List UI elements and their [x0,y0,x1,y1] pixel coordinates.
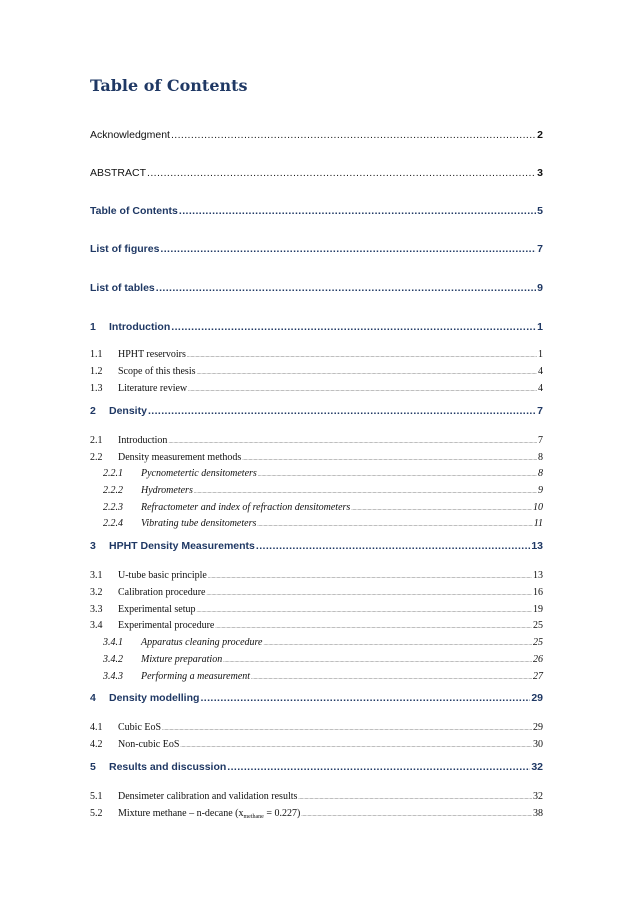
toc-entry-page: 25 [533,620,543,631]
toc-entry-number: 3.3 [90,604,103,615]
toc-entry-label: ABSTRACT [90,167,147,179]
toc-entry-acknowledgment[interactable] [90,129,543,141]
toc-entry-label: Scope of this thesis [118,366,196,377]
toc-entry-label: Non-cubic EoS [118,739,180,750]
label-text-pre: Mixture methane – n-decane (x [118,808,244,819]
toc-entry-label: Density [109,405,147,417]
toc-entry-number: 2.2 [90,452,103,463]
dot-leader [162,727,532,732]
toc-section-1-3[interactable] [90,383,543,394]
toc-entry-label: Refractometer and index of refraction densitometers [141,502,351,513]
toc-entry-number: 3.4.3 [103,671,123,682]
toc-entry-page: 8 [538,468,543,479]
toc-entry-page: 1 [537,321,543,333]
dot-leader [258,473,537,478]
toc-entry-table-of-contents[interactable] [90,205,543,217]
dot-leader [147,167,536,179]
dot-leader [156,282,536,294]
toc-entry-label: Results and discussion [109,761,227,773]
toc-entry-label [118,808,300,820]
toc-entry-label: Literature review [118,383,188,394]
toc-section-3-3[interactable] [90,604,543,615]
dot-leader [179,205,536,217]
toc-chapter-1[interactable] [90,321,543,333]
dot-leader [298,796,532,801]
dot-leader [197,371,538,376]
toc-chapter-4[interactable] [90,692,543,704]
toc-entry-page: 38 [533,808,543,819]
dot-leader [148,405,536,417]
toc-entry-page: 11 [533,518,543,529]
toc-entry-page: 27 [533,671,543,682]
toc-entry-number: 4.2 [90,739,103,750]
toc-entry-label: Vibrating tube densitometers [141,518,257,529]
toc-subsection-2-2-1[interactable] [103,468,543,479]
toc-entry-label: Experimental procedure [118,620,215,631]
dot-leader [257,523,532,528]
toc-entry-number: 3.1 [90,570,103,581]
toc-entry-number: 3.2 [90,587,103,598]
toc-entry-page: 9 [537,282,543,294]
dot-leader [171,321,536,333]
toc-entry-number: 1 [90,321,96,333]
toc-section-3-1[interactable] [90,570,543,581]
toc-entry-number: 5.2 [90,808,103,819]
toc-subsection-2-2-2[interactable] [103,485,543,496]
toc-entry-label: Acknowledgment [90,129,170,141]
toc-entry-number: 1.2 [90,366,103,377]
dot-leader [223,659,532,664]
toc-entry-number: 3 [90,540,96,552]
label-text-post: = 0.227) [263,808,301,819]
toc-entry-number: 3.4.1 [103,637,123,648]
dot-leader [351,507,532,512]
toc-subsection-3-4-3[interactable] [103,671,543,682]
toc-section-4-2[interactable] [90,739,543,750]
toc-entry-page: 1 [538,349,543,360]
toc-entry-label: Introduction [118,435,168,446]
toc-entry-number: 2.2.1 [103,468,123,479]
toc-entry-label: Experimental setup [118,604,196,615]
toc-entry-page: 13 [531,540,543,552]
dot-leader [194,490,537,495]
toc-entry-abstract[interactable] [90,167,543,179]
toc-entry-page: 32 [533,791,543,802]
toc-entry-number: 4 [90,692,96,704]
dot-leader [187,354,537,359]
toc-entry-number: 3.4.2 [103,654,123,665]
toc-entry-page: 29 [533,722,543,733]
dot-leader [206,592,532,597]
toc-entry-label: Introduction [109,321,171,333]
toc-entry-page: 10 [533,502,543,513]
toc-section-4-1[interactable] [90,722,543,733]
toc-entry-label: Apparatus cleaning procedure [141,637,263,648]
toc-entry-page: 7 [537,405,543,417]
toc-entry-page: 9 [538,485,543,496]
toc-entry-page: 29 [531,692,543,704]
dot-leader [301,813,532,818]
toc-entry-page: 26 [533,654,543,665]
toc-entry-number: 2.1 [90,435,103,446]
dot-leader [263,642,532,647]
toc-entry-number: 2 [90,405,96,417]
toc-entry-page: 32 [531,761,543,773]
toc-entry-number: 3.4 [90,620,103,631]
toc-entry-label: HPHT Density Measurements [109,540,255,552]
toc-entry-page: 2 [537,129,543,141]
toc-entry-label: Performing a measurement [141,671,251,682]
toc-chapter-2[interactable] [90,405,543,417]
toc-entry-label: Cubic EoS [118,722,162,733]
dot-leader [168,440,537,445]
toc-chapter-5[interactable] [90,761,543,773]
toc-entry-list-of-figures[interactable] [90,243,543,255]
toc-entry-page: 4 [538,366,543,377]
toc-section-5-1[interactable] [90,791,543,802]
toc-subsection-2-2-3[interactable] [103,502,543,513]
toc-entry-list-of-tables[interactable] [90,282,543,294]
dot-leader [188,388,537,393]
toc-section-1-1[interactable] [90,349,543,360]
toc-entry-number: 2.2.2 [103,485,123,496]
toc-section-3-2[interactable] [90,587,543,598]
toc-entry-number: 2.2.4 [103,518,123,529]
dot-leader [242,457,537,462]
toc-section-2-1[interactable] [90,435,543,446]
toc-entry-page: 4 [538,383,543,394]
dot-leader [196,609,532,614]
dot-leader [171,129,536,141]
dot-leader [215,625,532,630]
dot-leader [160,243,536,255]
toc-entry-number: 5.1 [90,791,103,802]
toc-entry-label: Density modelling [109,692,200,704]
dot-leader [227,761,530,773]
toc-entry-page: 30 [533,739,543,750]
toc-entry-label: Hydrometers [141,485,193,496]
toc-entry-page: 7 [538,435,543,446]
toc-section-3-4[interactable] [90,620,543,631]
toc-entry-label: Table of Contents [90,205,178,217]
subscript-methane: methane [243,814,264,820]
toc-chapter-3[interactable] [90,540,543,552]
page-title: Table of Contents [90,76,248,95]
toc-entry-page: 8 [538,452,543,463]
toc-entry-label: U-tube basic principle [118,570,207,581]
dot-leader [251,676,532,681]
toc-entry-label: Density measurement methods [118,452,242,463]
toc-section-5-2[interactable] [90,808,543,820]
toc-entry-number: 5 [90,761,96,773]
toc-entry-label: List of figures [90,243,160,255]
toc-subsection-3-4-2[interactable] [103,654,543,665]
toc-section-2-2[interactable] [90,452,543,463]
dot-leader [200,692,530,704]
toc-entry-number: 1.3 [90,383,103,394]
toc-entry-page: 13 [533,570,543,581]
toc-entry-page: 16 [533,587,543,598]
toc-entry-page: 25 [533,637,543,648]
toc-section-1-2[interactable] [90,366,543,377]
toc-subsection-2-2-4[interactable] [103,518,543,529]
toc-entry-number: 2.2.3 [103,502,123,513]
toc-entry-page: 3 [537,167,543,179]
toc-entry-label: Densimeter calibration and validation results [118,791,298,802]
toc-entry-page: 5 [537,205,543,217]
toc-entry-number: 4.1 [90,722,103,733]
dot-leader [256,540,530,552]
toc-entry-page: 7 [537,243,543,255]
toc-entry-label: List of tables [90,282,155,294]
toc-entry-number: 1.1 [90,349,103,360]
dot-leader [180,744,532,749]
toc-entry-label: Calibration procedure [118,587,206,598]
toc-subsection-3-4-1[interactable] [103,637,543,648]
toc-entry-label: Mixture preparation [141,654,223,665]
dot-leader [208,575,532,580]
toc-entry-label: HPHT reservoirs [118,349,186,360]
toc-entry-page: 19 [533,604,543,615]
toc-entry-label: Pycnometertic densitometers [141,468,257,479]
